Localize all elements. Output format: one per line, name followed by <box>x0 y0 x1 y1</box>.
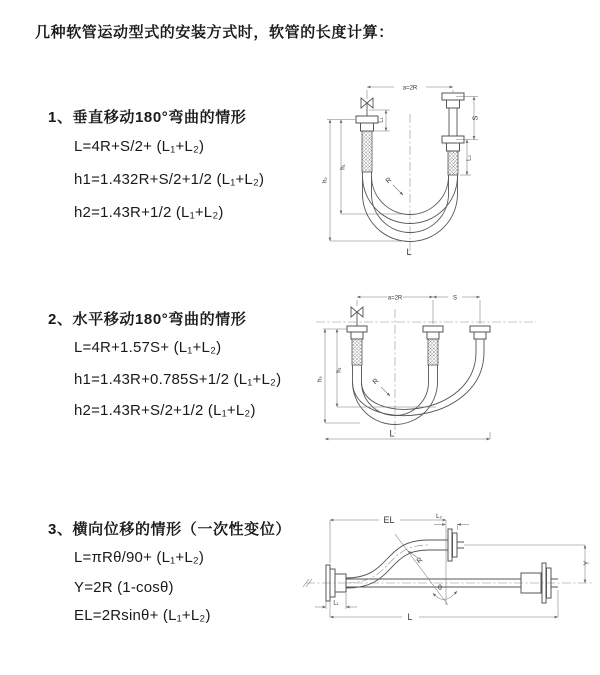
dim-label-a2r: a=2R <box>387 295 403 302</box>
section-2-heading: 2、水平移动180°弯曲的情形 <box>48 311 247 328</box>
dim-label-h1: h₁ <box>336 367 343 373</box>
upper-pipe-stub <box>428 540 448 550</box>
middle-braided-hose <box>428 339 438 365</box>
section-3-formula-L: L=πRθ/90+ (L₁+L₂) <box>74 549 205 566</box>
section-3-formula-Y: Y=2R (1-cosθ) <box>74 579 174 596</box>
valve-icon <box>361 98 373 116</box>
angle-construction-line <box>395 534 448 605</box>
left-flange-plate <box>347 326 367 332</box>
section-1-formula-L: L=4R+S/2+ (L₁+L₂) <box>74 138 205 155</box>
dim-label-s: S <box>472 115 480 121</box>
length-label: L <box>389 428 395 439</box>
middle-flange-plate <box>423 326 443 332</box>
section-1-formula-h2: h2=1.43R+1/2 (L₁+L₂) <box>74 204 224 221</box>
dim-label-el: EL <box>383 514 395 525</box>
right-braided-hose <box>448 151 458 175</box>
hose-wall-inner <box>346 550 428 588</box>
section-2-formula-L: L=4R+1.57S+ (L₁+L₂) <box>74 339 222 356</box>
length-label: L <box>406 247 412 257</box>
section-2-formula-h1: h1=1.43R+0.785S+1/2 (L₁+L₂) <box>74 371 282 388</box>
diagram-horizontal-180-bend <box>308 282 544 460</box>
right-flange-hub-upper <box>447 100 460 108</box>
section-3-formula-EL: EL=2Rsinθ+ (L₁+L₂) <box>74 607 211 624</box>
diagram-vertical-180-bend <box>310 72 530 262</box>
dim-ext-top <box>357 300 480 324</box>
left-flange-plate <box>356 116 378 123</box>
middle-flange-hub <box>427 332 439 339</box>
section-3-heading: 3、横向位移的情形（一次性变位） <box>48 521 291 538</box>
dim-label-y: Y <box>583 560 591 566</box>
dim-ext-el <box>330 520 446 605</box>
left-flange-hub <box>361 123 374 131</box>
dim-label-h2: h₂ <box>317 376 324 382</box>
section-2-formula-h2: h2=1.43R+S/2+1/2 (L₁+L₂) <box>74 402 256 419</box>
diagram-lateral-displacement <box>298 505 598 650</box>
upper-flange-plate <box>453 533 458 557</box>
dim-label-s: S <box>452 295 458 302</box>
radius-leader <box>393 185 403 195</box>
radius-leader <box>381 387 390 396</box>
right-flange-hub-lower <box>447 143 460 151</box>
upper-pipe-tail <box>457 542 464 548</box>
dim-label-l2: L₂ <box>466 155 473 161</box>
dim-label-l2: L₂ <box>436 514 442 520</box>
left-braided-hose <box>362 131 372 172</box>
upper-flange-hub <box>448 529 452 561</box>
length-label: L <box>407 612 413 622</box>
angle-arc <box>433 591 457 600</box>
dim-ext-l <box>330 590 558 617</box>
radius-label: R <box>384 176 394 186</box>
radius-label: R <box>371 377 381 387</box>
dim-label-h1: h₁ <box>340 164 347 170</box>
dim-label-l1: L₁ <box>378 117 385 123</box>
right-flange-plate <box>470 326 490 332</box>
dim-label-h2: h₂ <box>322 177 329 183</box>
right-flange-hub <box>474 332 486 339</box>
dim-label-l1: L₁ <box>333 600 339 607</box>
hose-displaced-inner <box>362 352 477 409</box>
radius-label: R <box>415 556 425 566</box>
right-pipe <box>449 108 457 136</box>
page-title: 几种软管运动型式的安装方式时，软管的长度计算： <box>35 24 394 41</box>
right-pipe-stub <box>476 339 484 352</box>
angle-label: θ <box>438 585 442 592</box>
dim-label-a2r: a=2R <box>402 85 418 92</box>
left-flange-hub <box>351 332 363 339</box>
section-1-formula-h1: h1=1.432R+S/2+1/2 (L₁+L₂) <box>74 171 265 188</box>
valve-icon <box>351 307 363 326</box>
section-1-heading: 1、垂直移动180°弯曲的情形 <box>48 109 247 126</box>
left-braided-hose <box>352 339 362 365</box>
